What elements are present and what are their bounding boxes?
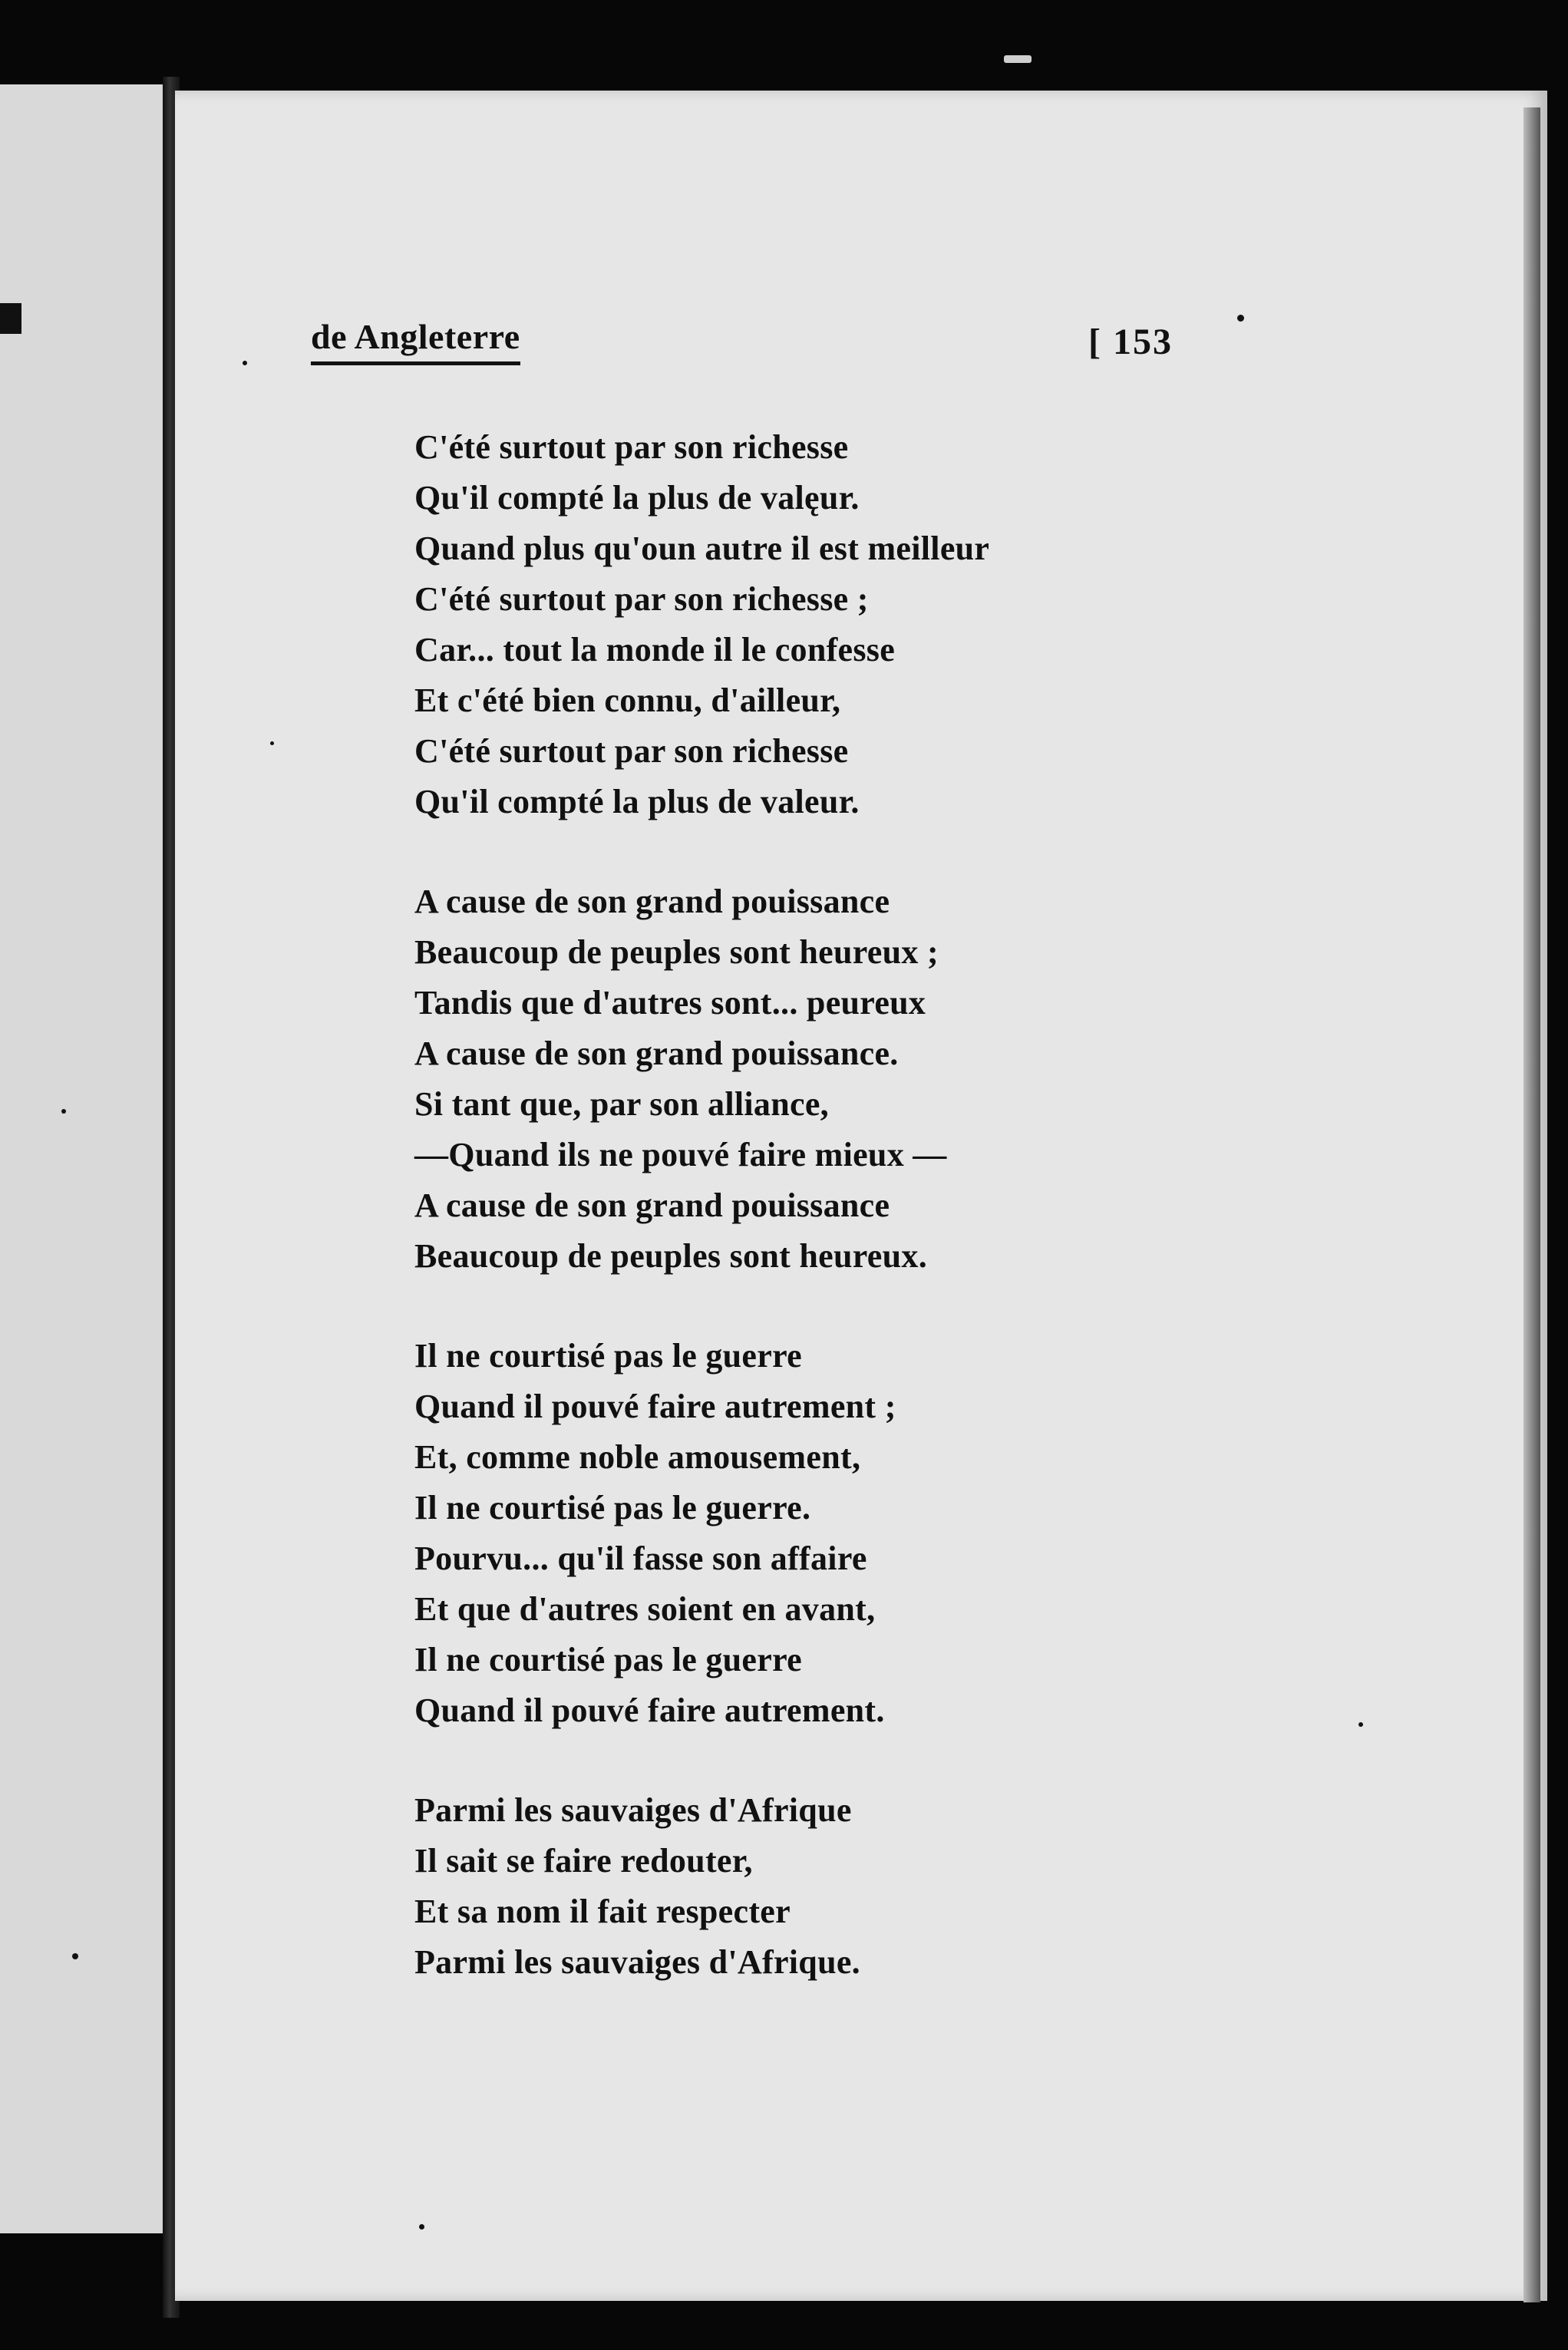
film-smudge bbox=[1004, 55, 1032, 63]
verse-line: A cause de son grand pouissance bbox=[414, 883, 890, 920]
verse-line: Qu'il compté la plus de valeur. bbox=[414, 783, 860, 820]
stanza-3 bbox=[414, 1331, 1412, 1736]
dust-speck bbox=[1237, 315, 1244, 322]
previous-page-edge bbox=[0, 84, 167, 2233]
verse-line: Et, comme noble amousement, bbox=[414, 1438, 861, 1476]
verse-line: C'été surtout par son richesse ; bbox=[414, 580, 869, 618]
verse-line: Car... tout la monde il le confesse bbox=[414, 631, 896, 668]
running-title: de Angleterre bbox=[311, 316, 520, 365]
verse-line: C'été surtout par son richesse bbox=[414, 732, 849, 770]
page-number: [ 153 bbox=[1088, 322, 1173, 362]
verse-line: Pourvu... qu'il fasse son affaire bbox=[414, 1540, 867, 1577]
dust-speck bbox=[72, 1953, 78, 1959]
stanza-1 bbox=[414, 422, 1412, 827]
verse-line: Si tant que, par son alliance, bbox=[414, 1085, 829, 1123]
verse-line: Et que d'autres soient en avant, bbox=[414, 1590, 876, 1628]
verse-line: C'été surtout par son richesse bbox=[414, 428, 849, 466]
verse-line: Tandis que d'autres sont... peureux bbox=[414, 984, 926, 1022]
verse-line: Et c'été bien connu, d'ailleur, bbox=[414, 682, 841, 719]
verse-line: Parmi les sauvaiges d'Afrique. bbox=[414, 1943, 860, 1981]
verse-line: Beaucoup de peuples sont heureux ; bbox=[414, 933, 939, 971]
poem bbox=[414, 422, 1412, 2037]
verse-line: —Quand ils ne pouvé faire mieux — bbox=[414, 1136, 947, 1173]
dust-speck bbox=[1358, 1722, 1363, 1727]
verse-line: Qu'il compté la plus de valęur. bbox=[414, 479, 860, 517]
verse-line: Il ne courtisé pas le guerre bbox=[414, 1337, 802, 1375]
dust-speck bbox=[61, 1109, 66, 1114]
page-right-edge bbox=[1523, 107, 1540, 2302]
verse-line: Quand il pouvé faire autrement. bbox=[414, 1692, 885, 1729]
dust-speck bbox=[270, 741, 274, 745]
verse-line: Il ne courtisé pas le guerre. bbox=[414, 1489, 811, 1527]
verse-line: Il sait se faire redouter, bbox=[414, 1842, 753, 1880]
stanza-4 bbox=[414, 1785, 1412, 1988]
previous-page-text-fragment bbox=[0, 303, 21, 334]
verse-line: A cause de son grand pouissance. bbox=[414, 1035, 899, 1072]
verse-line: Quand plus qu'oun autre il est meilleur bbox=[414, 530, 990, 567]
verse-line: Quand il pouvé faire autrement ; bbox=[414, 1388, 896, 1425]
verse-line: Parmi les sauvaiges d'Afrique bbox=[414, 1791, 852, 1829]
verse-line: Beaucoup de peuples sont heureux. bbox=[414, 1237, 927, 1275]
verse-line: Il ne courtisé pas le guerre bbox=[414, 1641, 802, 1678]
stanza-2 bbox=[414, 876, 1412, 1282]
dust-speck bbox=[243, 361, 247, 365]
dust-speck bbox=[419, 2224, 424, 2230]
verse-line: Et sa nom il fait respecter bbox=[414, 1893, 791, 1930]
verse-line: A cause de son grand pouissance bbox=[414, 1187, 890, 1224]
